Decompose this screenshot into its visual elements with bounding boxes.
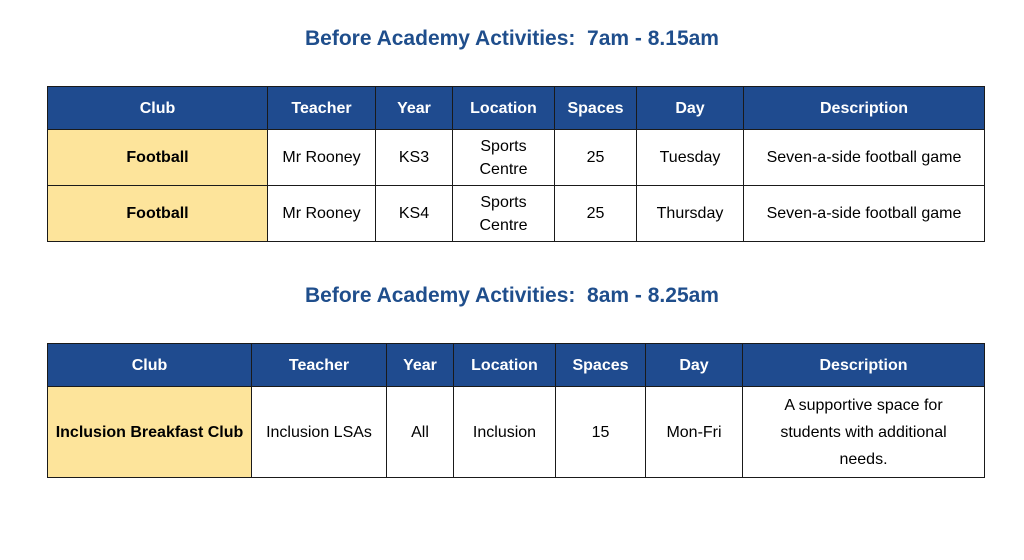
cell-location: Inclusion xyxy=(454,387,556,478)
cell-description: Seven-a-side football game xyxy=(744,130,985,186)
cell-spaces: 25 xyxy=(555,186,637,242)
column-header-spaces: Spaces xyxy=(556,344,646,387)
cell-location: Sports Centre xyxy=(453,130,555,186)
column-header-day: Day xyxy=(637,87,744,130)
cell-year: KS3 xyxy=(376,130,453,186)
table-header-row xyxy=(48,87,985,130)
column-header-spaces: Spaces xyxy=(555,87,637,130)
cell-day: Tuesday xyxy=(637,130,744,186)
column-header-teacher: Teacher xyxy=(268,87,376,130)
cell-club: Football xyxy=(48,186,268,242)
cell-year: KS4 xyxy=(376,186,453,242)
column-header-description: Description xyxy=(743,344,985,387)
cell-day: Thursday xyxy=(637,186,744,242)
cell-year: All xyxy=(387,387,454,478)
cell-teacher: Mr Rooney xyxy=(268,130,376,186)
cell-spaces: 15 xyxy=(556,387,646,478)
table-header-row xyxy=(48,344,985,387)
table-row xyxy=(48,387,985,478)
cell-spaces: 25 xyxy=(555,130,637,186)
column-header-location: Location xyxy=(454,344,556,387)
cell-description: Seven-a-side football game xyxy=(744,186,985,242)
column-header-location: Location xyxy=(453,87,555,130)
column-header-year: Year xyxy=(376,87,453,130)
section-title-late: Before Academy Activities: 8am - 8.25am xyxy=(305,284,719,307)
column-header-club: Club xyxy=(48,344,252,387)
activities-table-late xyxy=(47,343,985,478)
cell-club: Football xyxy=(48,130,268,186)
table-row xyxy=(48,130,985,186)
cell-description: A supportive space for students with additional needs. xyxy=(743,387,985,478)
column-header-day: Day xyxy=(646,344,743,387)
activities-table-early xyxy=(47,86,985,242)
cell-location: Sports Centre xyxy=(453,186,555,242)
column-header-teacher: Teacher xyxy=(252,344,387,387)
column-header-club: Club xyxy=(48,87,268,130)
column-header-year: Year xyxy=(387,344,454,387)
cell-day: Mon-Fri xyxy=(646,387,743,478)
section-title-early: Before Academy Activities: 7am - 8.15am xyxy=(305,27,719,50)
cell-teacher: Inclusion LSAs xyxy=(252,387,387,478)
cell-club: Inclusion Breakfast Club xyxy=(48,387,252,478)
table-row xyxy=(48,186,985,242)
cell-teacher: Mr Rooney xyxy=(268,186,376,242)
column-header-description: Description xyxy=(744,87,985,130)
